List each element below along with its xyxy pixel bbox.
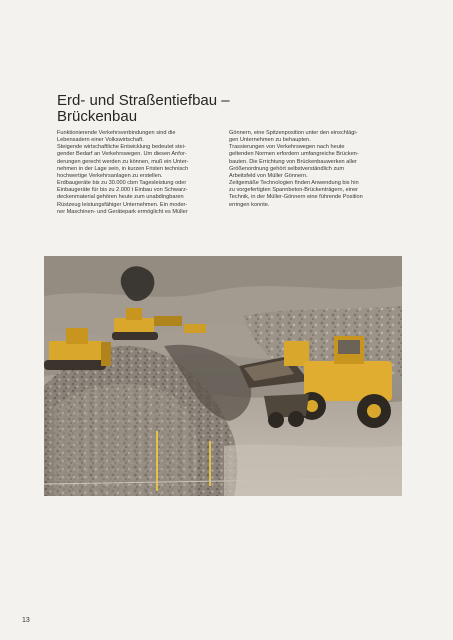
text-line: geltenden Normen erfordern umfangreiche Brücken-	[229, 151, 359, 158]
text-line: Größenordnung gehört selbstverständlich zum	[229, 165, 345, 172]
text-line: Einbaugeräte für bis zu 2.000 t Einbau von Schwarz-	[57, 187, 188, 194]
heading-line-1: Erd- und Straßentiefbau –	[57, 92, 230, 109]
text-line: Lebensadern einer Volkswirtschaft.	[57, 137, 144, 144]
text-line: Funktionierende Verkehrsverbindungen sind die	[57, 130, 176, 136]
text-line: deckenmaterial gehören heute zum unabdingbaren	[57, 194, 184, 201]
text-line: nehmen in der Lage sein, in kurzen Fristen technisch	[57, 165, 189, 172]
text-line: erringen konnte.	[229, 201, 270, 208]
text-line: derungen gerecht werden zu können, muß ein Unter-	[57, 158, 189, 165]
text-line: Technik, in der Müller-Gönnern eine führende Position	[229, 194, 363, 201]
text-line: Zeitgemäße Technologien finden Anwendung bis hin	[229, 180, 359, 187]
text-line: ner Maschinen- und Gerätepark ermöglicht es Müller	[57, 208, 188, 215]
text-column-left	[57, 130, 227, 216]
text-line: zu vorgefertigten Spannbeton-Brückenträgern, einer	[229, 187, 359, 194]
quarry-illustration	[44, 256, 402, 496]
text-line: Rüstzeug leistungsfähiger Unternehmen. Ein moder-	[57, 201, 188, 208]
page-number: 13	[22, 617, 30, 624]
text-column-right	[229, 130, 405, 209]
text-line: hochwertige Verkehrsanlagen zu erstellen.	[57, 172, 163, 179]
text-line: Steigende wirtschaftliche Entwicklung bedeutet stei-	[57, 144, 186, 151]
text-line: Trassierungen von Verkehrswegen nach heute	[229, 144, 345, 151]
text-line: gen Unternehmen zu behaupten.	[229, 137, 311, 144]
text-line: gender Bedarf an Verkehrswegen. Um diesen Anfor-	[57, 151, 187, 158]
page-heading	[57, 93, 257, 125]
text-line: Arbeitsfeld von Müller Gönnern.	[229, 172, 308, 179]
text-line: Gönnern, eine Spitzenposition unter den einschlägi-	[229, 130, 358, 136]
text-line: bauten. Die Errichtung von Brückenbauwerken aller	[229, 158, 357, 165]
text-line: Erdbaugeräte bis zu 30.000 cbm Tagesleistung oder	[57, 180, 187, 187]
heading-line-2: Brückenbau	[57, 108, 138, 125]
construction-site-photo	[44, 256, 402, 496]
